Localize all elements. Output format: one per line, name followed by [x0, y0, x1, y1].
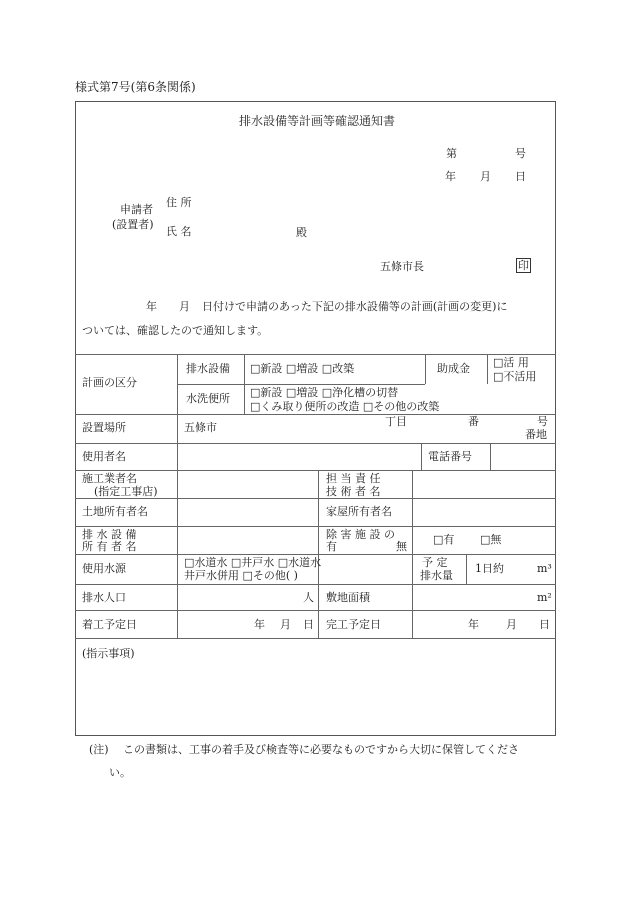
- document-title: 排水設備等計画等確認通知書: [239, 114, 396, 128]
- drain-population-label: 排水人口: [82, 591, 126, 604]
- contractor-label: 施工業者名: [82, 472, 137, 485]
- location-ban: 番: [468, 415, 479, 428]
- honorific: 殿: [296, 226, 307, 239]
- form-frame: [75, 101, 556, 736]
- hazard-label-no: 無: [396, 540, 407, 553]
- form-number: 様式第7号(第6条関係): [75, 80, 196, 94]
- location-chome: 丁目: [385, 415, 407, 428]
- hazard-no-checkbox[interactable]: □無: [480, 533, 502, 546]
- start-date-year: 年: [254, 618, 265, 631]
- contractor-sublabel: (指定工事店): [94, 485, 158, 498]
- facility-owner-label-line1: 排 水 設 備: [82, 528, 137, 541]
- seal-mark: 印: [518, 259, 529, 272]
- unit-cubic-meter: m³: [537, 562, 552, 575]
- flush-toilet-label: 水洗便所: [186, 392, 230, 405]
- issue-date-day: 日: [515, 170, 526, 183]
- applicant-label: 申請者: [120, 203, 153, 216]
- facility-owner-label-line2: 所 有 者 名: [82, 540, 137, 553]
- toilet-options-line1[interactable]: □新設 □増設 □浄化槽の切替: [250, 386, 399, 399]
- hazard-yes-checkbox[interactable]: □有: [433, 533, 455, 546]
- doc-number-dai: 第: [446, 147, 457, 160]
- land-owner-label: 土地所有者名: [82, 505, 148, 518]
- hazard-label-yes: 有: [326, 540, 337, 553]
- note-line2: い。: [109, 766, 131, 779]
- unit-square-meter: m²: [537, 591, 552, 604]
- house-owner-label: 家屋所有者名: [326, 505, 392, 518]
- start-date-month: 月: [280, 618, 291, 631]
- doc-number-go: 号: [515, 147, 526, 160]
- hazard-facility-label: 除 害 施 設 の: [326, 528, 395, 541]
- subsidy-nonuse-checkbox[interactable]: □不活用: [493, 370, 537, 383]
- phone-label: 電話番号: [428, 450, 472, 463]
- location-city: 五條市: [184, 421, 217, 434]
- instructions-label: (指示事項): [82, 647, 135, 660]
- completion-date-year: 年: [468, 618, 479, 631]
- planned-drain-label-line1: 予 定: [422, 556, 448, 569]
- planned-drain-label-line2: 排水量: [420, 569, 453, 582]
- toilet-options-line2[interactable]: □くみ取り便所の改造 □その他の改築: [250, 400, 440, 413]
- plan-category-label: 計画の区分: [82, 376, 137, 389]
- body-year: 年: [146, 300, 157, 313]
- name-label: 氏 名: [166, 225, 192, 238]
- water-source-line1[interactable]: □水道水 □井戸水 □水道水: [184, 556, 322, 569]
- person-unit: 人: [303, 591, 314, 604]
- user-name-label: 使用者名: [82, 450, 126, 463]
- location-label: 設置場所: [82, 421, 126, 434]
- drainage-facility-label: 排水設備: [186, 362, 230, 375]
- issuer-title: 五條市長: [380, 260, 424, 273]
- start-date-day: 日: [303, 618, 314, 631]
- issue-date-month: 月: [480, 170, 491, 183]
- water-source-label: 使用水源: [82, 562, 126, 575]
- engineer-label-line1: 担 当 責 任: [326, 472, 381, 485]
- location-go: 号: [537, 415, 548, 428]
- start-date-label: 着工予定日: [82, 618, 137, 631]
- issue-date-year: 年: [445, 170, 456, 183]
- daily-approx-label: 1日約: [475, 562, 504, 575]
- applicant-label-installer: (設置者): [112, 218, 154, 231]
- note-label: (注): [89, 743, 109, 756]
- completion-date-label: 完工予定日: [326, 618, 381, 631]
- location-banchi: 番地: [525, 428, 547, 441]
- body-text-line1: 日付けで申請のあった下記の排水設備等の計画(計画の変更)に: [202, 300, 508, 313]
- water-source-line2[interactable]: 井戸水併用 □その他( ): [184, 569, 298, 582]
- subsidy-label: 助成金: [437, 362, 470, 375]
- completion-date-day: 日: [539, 618, 550, 631]
- engineer-label-line2: 技 術 者 名: [326, 485, 381, 498]
- body-text-line2: ついては、確認したので通知します。: [82, 324, 269, 337]
- body-month: 月: [179, 300, 190, 313]
- subsidy-use-checkbox[interactable]: □活 用: [493, 356, 529, 369]
- note-line1: この書類は、工事の着手及び検査等に必要なものですから大切に保管してくださ: [123, 743, 519, 756]
- site-area-label: 敷地面積: [326, 591, 370, 604]
- drainage-options[interactable]: □新設 □増設 □改築: [250, 362, 355, 375]
- address-label: 住 所: [166, 196, 192, 209]
- completion-date-month: 月: [506, 618, 517, 631]
